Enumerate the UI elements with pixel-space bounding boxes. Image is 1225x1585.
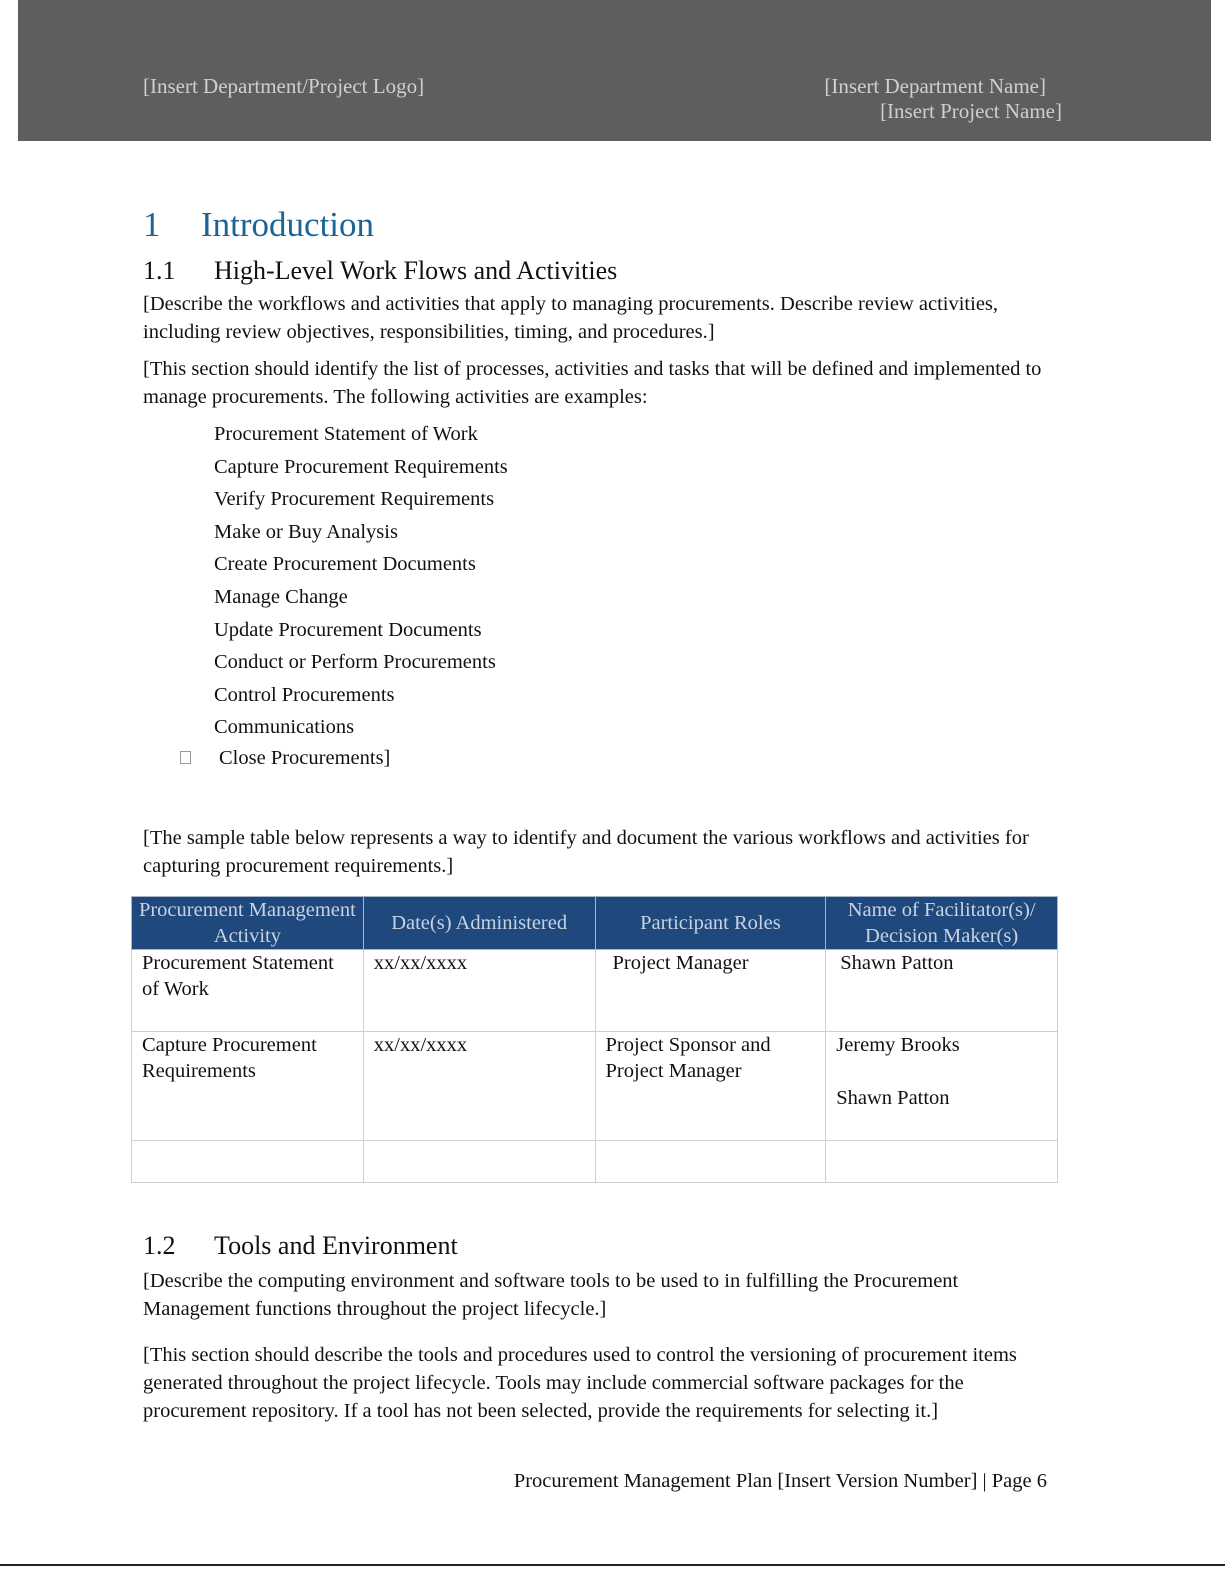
section-heading-1 (143, 205, 374, 245)
column-header-facilitators: Name of Facilitator(s)/ Decision Maker(s) (826, 897, 1058, 950)
project-name: [Insert Project Name] (880, 99, 1062, 123)
table-cell (363, 1141, 595, 1183)
section-title: Introduction (201, 205, 375, 244)
activity-table (131, 896, 1058, 1183)
table-cell: Project Sponsor and Project Manager (595, 1032, 826, 1141)
list-item: Communications (214, 716, 355, 739)
column-header-roles: Participant Roles (595, 897, 826, 950)
table-cell (826, 1032, 1058, 1141)
workflow-description: [Describe the workflows and activities that apply to managing procurements. Describe review activities, including review objectives, responsibilities, timing, and procedures.] (143, 293, 999, 343)
bullet-box-icon (180, 751, 191, 764)
table-cell (132, 1141, 364, 1183)
tools-description: [Describe the computing environment and software tools to be used to in fulfilling the Procurement Management functions throughout the project lifecycle.] (143, 1270, 959, 1320)
list-item: Procurement Statement of Work (214, 423, 478, 445)
page-footer: Procurement Management Plan [Insert Version Number] | Page 6 (513, 1470, 1047, 1492)
list-item: Update Procurement Documents (214, 618, 482, 641)
facilitator-name: Jeremy Brooks (836, 1034, 960, 1056)
list-item: Control Procurements (214, 683, 395, 706)
section-number: 1.2 (143, 1231, 176, 1260)
activity-list (214, 420, 508, 746)
table-row (132, 1141, 1058, 1183)
list-item: Make or Buy Analysis (214, 520, 398, 543)
list-item: Manage Change (214, 585, 348, 608)
table-cell: Shawn Patton (826, 950, 1058, 1032)
section-number: 1.1 (143, 256, 176, 285)
table-cell: xx/xx/xxxx (363, 1032, 595, 1141)
table-cell: Procurement Statement of Work (132, 950, 364, 1032)
list-item: Verify Procurement Requirements (214, 488, 495, 511)
section-heading-1-1 (143, 256, 617, 286)
table-intro: [The sample table below represents a way to identify and document the various workflows and activities for capturing procurement requirements.] (143, 827, 1029, 877)
table-cell (826, 1141, 1058, 1183)
section-title: High-Level Work Flows and Activities (214, 256, 618, 285)
table-header-row (132, 897, 1058, 950)
table-row (132, 950, 1058, 1032)
list-item-close-procurements (180, 747, 390, 770)
table-cell: Project Manager (595, 950, 826, 1032)
table-row (132, 1032, 1058, 1141)
list-item-label: Close Procurements] (219, 747, 391, 769)
department-name: [Insert Department Name] (824, 74, 1046, 98)
section-number: 1 (143, 205, 161, 244)
column-header-activity: Procurement Management Activity (132, 897, 364, 950)
table-cell (595, 1141, 826, 1183)
list-item: Create Procurement Documents (214, 553, 476, 576)
facilitator-name: Shawn Patton (836, 1087, 950, 1109)
table-cell: xx/xx/xxxx (363, 950, 595, 1032)
table-cell: Capture Procurement Requirements (132, 1032, 364, 1141)
tools-procedures: [This section should describe the tools and procedures used to control the versioning of procurement items generated throughout the project lifecycle. Tools may include commercial software packages for the procurement repository. If a tool has not been selected, provide the requirements for selecting it.] (143, 1344, 1017, 1422)
page-bottom-rule (0, 1564, 1225, 1566)
list-item: Conduct or Perform Procurements (214, 651, 496, 674)
section-title: Tools and Environment (214, 1231, 458, 1260)
section-heading-1-2 (143, 1231, 458, 1261)
process-list-intro: [This section should identify the list of processes, activities and tasks that will be defined and implemented to manage procurements. The following activities are examples: (143, 358, 1042, 408)
logo-placeholder: [Insert Department/Project Logo] (143, 74, 425, 98)
page-header (18, 0, 1211, 141)
list-item: Capture Procurement Requirements (214, 455, 508, 478)
column-header-dates: Date(s) Administered (363, 897, 595, 950)
